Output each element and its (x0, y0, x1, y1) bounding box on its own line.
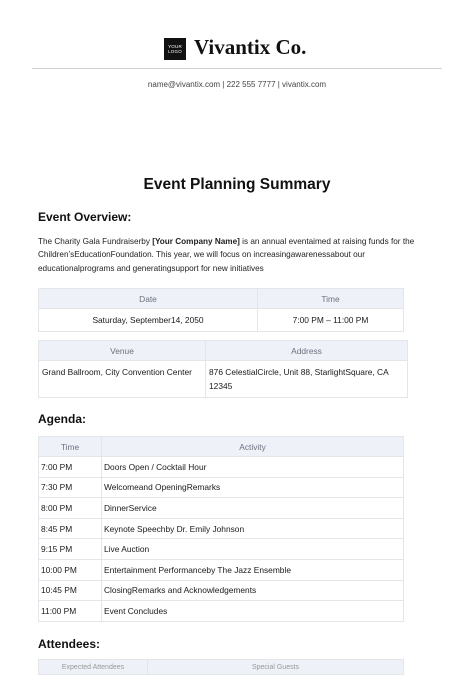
agenda-activity: ClosingRemarks and Acknowledgements (102, 580, 404, 601)
overview-text-start: The Charity Gala Fundraiserby (38, 237, 153, 246)
agenda-time-header: Time (39, 437, 102, 457)
table-row (39, 559, 404, 580)
logo-placeholder (164, 38, 186, 60)
table-row (39, 457, 404, 478)
date-header: Date (39, 289, 258, 309)
venue-table (38, 340, 408, 398)
agenda-heading: Agenda: (38, 412, 86, 426)
table-row (39, 580, 404, 601)
date-time-table (38, 288, 404, 332)
venue-header: Venue (39, 341, 206, 361)
overview-text-end: is an annual eventaimed at raising funds for the Children’sEducationFoundation. This year, we will focus on increasingawarenessabout our educationalprograms and generatingsupport for new initiatives (38, 237, 415, 273)
logo-line-1: YOUR (168, 44, 182, 49)
event-date: Saturday, September14, 2050 (39, 309, 258, 332)
table-row (39, 477, 404, 498)
agenda-time: 10:45 PM (39, 580, 102, 601)
venue-address: 876 CelestialCircle, Unit 88, StarlightSquare, CA 12345 (206, 361, 408, 398)
attendees-heading: Attendees: (38, 637, 101, 651)
agenda-time: 8:00 PM (39, 498, 102, 519)
table-row (39, 601, 404, 622)
time-header: Time (258, 289, 404, 309)
agenda-table (38, 436, 404, 622)
event-overview-heading: Event Overview: (38, 210, 132, 224)
address-header: Address (206, 341, 408, 361)
table-row (39, 498, 404, 519)
agenda-activity: Event Concludes (102, 601, 404, 622)
company-name-placeholder: [Your Company Name] (152, 237, 240, 246)
expected-attendees-header: Expected Attendees (39, 660, 148, 675)
table-row (39, 518, 404, 539)
event-time: 7:00 PM – 11:00 PM (258, 309, 404, 332)
agenda-time: 11:00 PM (39, 601, 102, 622)
event-overview-text (38, 235, 438, 275)
special-guests-header: Special Guests (148, 660, 404, 675)
agenda-time: 10:00 PM (39, 559, 102, 580)
agenda-activity: DinnerService (102, 498, 404, 519)
document-title: Event Planning Summary (143, 176, 331, 193)
contact-line: name@vivantix.com | 222 555 7777 | vivantix.com (147, 80, 327, 89)
agenda-time: 9:15 PM (39, 539, 102, 560)
agenda-activity: Welcomeand OpeningRemarks (102, 477, 404, 498)
agenda-activity-header: Activity (102, 437, 404, 457)
attendees-table (38, 659, 404, 675)
agenda-activity: Live Auction (102, 539, 404, 560)
header-divider (32, 68, 442, 69)
agenda-activity: Entertainment Performanceby The Jazz Ensemble (102, 559, 404, 580)
venue-name: Grand Ballroom, City Convention Center (39, 361, 206, 398)
agenda-time: 7:00 PM (39, 457, 102, 478)
company-name: Vivantix Co. (194, 35, 307, 59)
logo-line-2: LOGO (168, 49, 182, 54)
table-row (39, 539, 404, 560)
agenda-time: 7:30 PM (39, 477, 102, 498)
agenda-time: 8:45 PM (39, 518, 102, 539)
agenda-activity: Doors Open / Cocktail Hour (102, 457, 404, 478)
agenda-activity: Keynote Speechby Dr. Emily Johnson (102, 518, 404, 539)
